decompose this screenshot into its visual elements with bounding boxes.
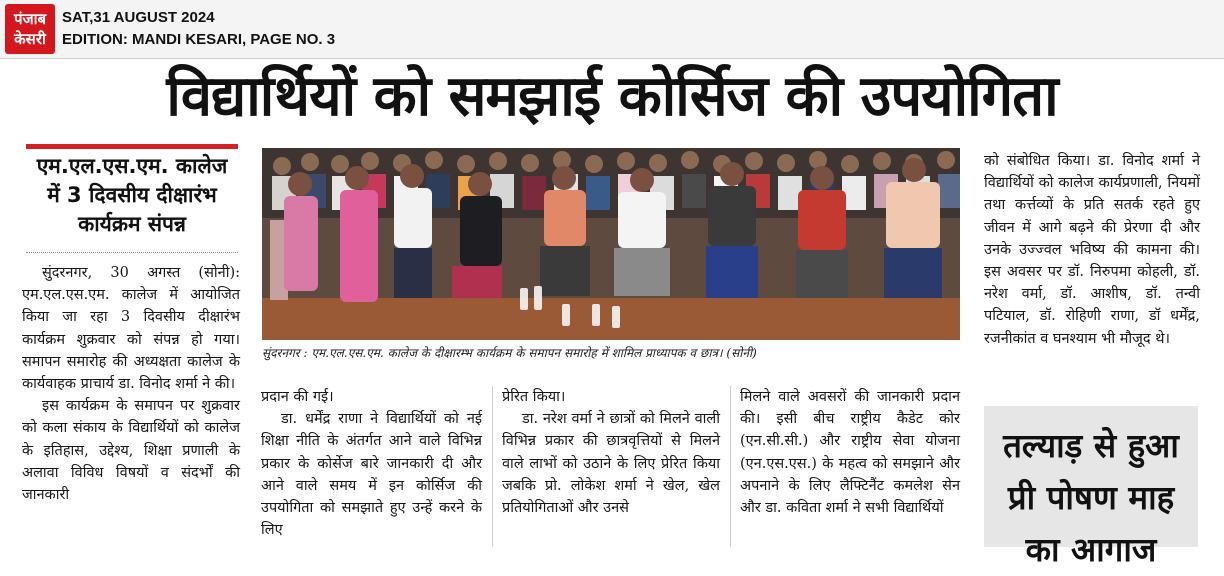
article-column-5 (984, 150, 1200, 350)
column-3-paragraph-2: डा. नरेश वर्मा ने छात्रों को मिलने वाली विभिन्न प्रकार की छात्रवृत्तियों से मिलने वाले लाभों को उठाने के लिए प्रेरित किया जबकि प्रो. लोकेश शर्मा ने खेल, खेल प्रतियोगिताओं और उनसे (502, 411, 720, 517)
article-column-4 (740, 386, 960, 519)
logo-line-1: पंजाब (13, 10, 47, 28)
edition-info: EDITION: MANDI KESARI, PAGE NO. 3 (62, 31, 336, 48)
column-3-paragraph-1: प्रेरित किया। (502, 389, 566, 405)
photo-caption: सुंदरनगर : एम.एल.एस.एम. कालेज के दीक्षारम्भ कार्यक्रम के समापन समारोह में शामिल प्राध्यापक व छात्र। (सोनी) (262, 346, 757, 360)
edition-meta (62, 7, 335, 51)
article-column-1 (22, 262, 240, 506)
article-subhead (26, 152, 238, 239)
teaser-line-1: तल्याड़ से हुआ (1003, 426, 1179, 465)
publication-date: SAT,31 AUGUST 2024 (62, 9, 215, 26)
column-divider (730, 386, 731, 547)
teaser-line-3: का आगाज (1025, 530, 1157, 569)
masthead-bar (0, 0, 1224, 59)
subhead-line-1: एम.एल.एस.एम. कालेज (36, 154, 228, 178)
subhead-divider (26, 252, 238, 253)
punjab-kesari-logo (5, 4, 55, 54)
article-headline: विद्यार्थियों को समझाई कोर्सिज की उपयोगिता (166, 64, 1058, 129)
teaser-headline (984, 406, 1198, 576)
column-5-paragraph-1: को संबोधित किया। डा. विनोद शर्मा ने विद्यार्थियों को कालेज कार्यप्रणाली, नियमों तथा कर्त्तव्यों के प्रति सतर्क रहते हुए जीवन में आगे बढ़ने की प्रेरणा दी और उनके उज्ज्वल भविष्य की कामना की। इस अवसर पर डॉ. निरुपमा कोहली, डॉ. नरेश वर्मा, डॉ. आशीष, डॉ. तन्वी पटियाल, डॉ. रोहिणी राणा, डॉ धर्मेंद्र, रजनीकांत व घनश्याम भी मौजूद थे। (984, 153, 1200, 347)
column-1-paragraph-2: इस कार्यक्रम के समापन पर शुक्रवार को कला संकाय के विद्यार्थियों को कालेज के इतिहास, उद्देश्य, शिक्षा प्रणाली के अलावा विविध विषयों व संदर्भों की जानकारी (22, 398, 240, 504)
column-2-paragraph-2: डा. धर्मेंद्र राणा ने विद्यार्थियों को नई शिक्षा नीति के अंतर्गत आने वाले विभिन्न प्रकार के कोर्सेज बारे जानकारी दी और आने वाले समय में इन कोर्सिज की उपयोगिता को समझाते हुए उन्हें करने के लिए (261, 411, 482, 539)
column-2-paragraph-1: प्रदान की गई। (261, 389, 334, 405)
column-divider (492, 386, 493, 547)
event-photo-illustration (262, 148, 960, 340)
column-1-paragraph-1: सुंदरनगर, 30 अगस्त (सोनी): एम.एल.एस.एम. कालेज में आयोजित किया जा रहा 3 दिवसीय दीक्षारंभ कार्यक्रम शुक्रवार को संपन्न हो गया। समापन समारोह की अध्यक्षता कालेज के कार्यवाहक प्राचार्य डा. विनोद शर्मा ने की। (22, 265, 240, 393)
column-4-paragraph-1: मिलने वाले अवसरों की जानकारी प्रदान की। इसी बीच राष्ट्रीय कैडेट कोर (एन.सी.सी.) और राष्ट्रीय सेवा योजना (एन.एस.एस.) के महत्व को समझाने और अपनाने के लिए लैफ्टिनैंट कमलेश सेन और डा. कविता शर्मा ने सभी विद्यार्थियों (740, 389, 960, 517)
teaser-line-2: प्री पोषण माह (1007, 478, 1175, 517)
related-story-teaser (984, 406, 1198, 569)
event-photo (262, 148, 960, 340)
subhead-rule (26, 144, 238, 149)
logo-line-2: केसरी (14, 30, 46, 48)
subhead-line-3: कार्यक्रम संपन्न (78, 212, 186, 236)
article-column-2 (261, 386, 482, 541)
article-column-3 (502, 386, 720, 519)
subhead-line-2: में 3 दिवसीय दीक्षारंभ (47, 183, 217, 207)
